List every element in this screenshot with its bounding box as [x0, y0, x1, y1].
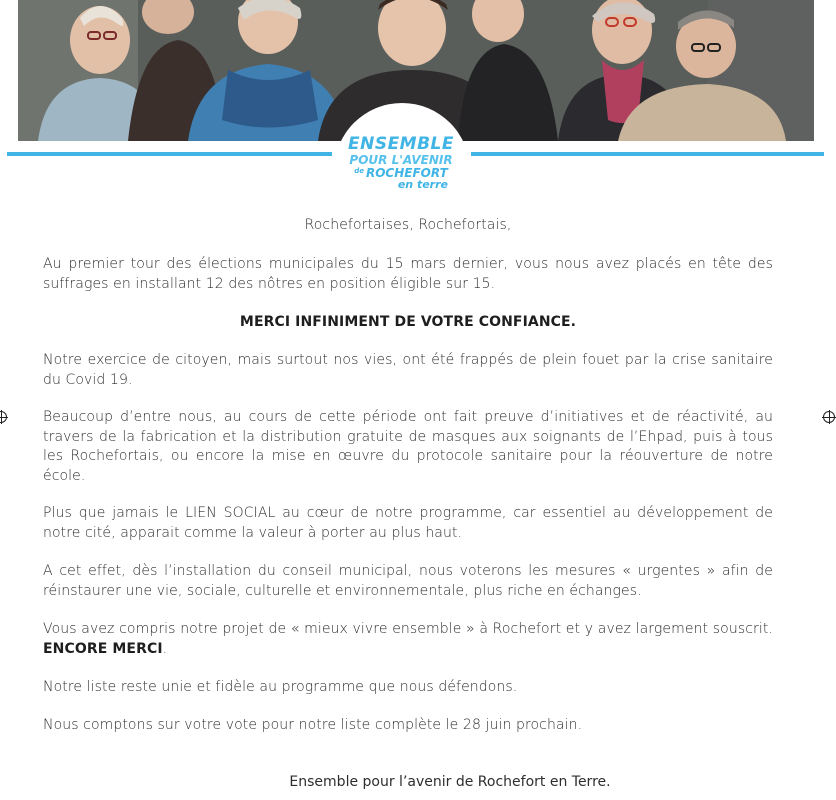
logo-line-2: POUR L'AVENIR	[349, 153, 453, 167]
paragraph-7: Notre liste reste unie et fidèle au programme que nous défendons.	[43, 679, 518, 695]
paragraph-6	[43, 620, 773, 659]
paragraph-8: Nous comptons sur votre vote pour notre liste complète le 28 juin prochain.	[43, 717, 583, 733]
paragraph-1: Au premier tour des élections municipales du 15 mars dernier, vous nous avez placés en tête des suffrages en installant 12 des nôtres en position éligible sur 15.	[43, 256, 773, 292]
campaign-logo	[336, 136, 466, 190]
header-rule-right	[471, 152, 824, 156]
thanks-heading: MERCI INFINIMENT DE VOTRE CONFIANCE.	[239, 314, 577, 330]
logo-line-4: en terre	[397, 178, 448, 191]
logo-line-3-prefix: de	[354, 167, 364, 175]
logo-line-3-text: ROCHEFORT	[365, 166, 448, 180]
registration-mark-right-icon	[823, 411, 835, 423]
paragraph-5: A cet effet, dès l’installation du conseil municipal, nous voterons les mesures « urgentes » afin de réinstaurer une vie, sociale, culturelle et environnementale, plus riche en échanges.	[43, 563, 773, 599]
paragraph-6-end: .	[162, 640, 168, 657]
paragraph-3: Beaucoup d’entre nous, au cours de cette période ont fait preuve d’initiatives et de réactivité, au travers de la fabrication et la distribution gratuite de masques aux soignants de l’Ehpad, puis à tous les Rochefortais, ou encore la mise en œuvre du protocole sanitaire pour la réouverture de notre école.	[43, 409, 773, 484]
registration-mark-left-icon	[0, 411, 7, 423]
salutation: Rochefortaises, Rochefortais,	[304, 217, 512, 233]
logo-line-1: ENSEMBLE	[347, 134, 455, 154]
header-rule-left	[7, 152, 332, 156]
paragraph-4: Plus que jamais le LIEN SOCIAL au cœur de notre programme, car essentiel au développement de notre cité, apparait comme la valeur à porter au plus haut.	[43, 505, 773, 541]
signature: Ensemble pour l’avenir de Rochefort en Terre.	[289, 774, 611, 790]
paragraph-2: Notre exercice de citoyen, mais surtout nos vies, ont été frappés de plein fouet par la crise sanitaire du Covid 19.	[43, 352, 773, 388]
paragraph-6-text: Vous avez compris notre projet de « mieux vivre ensemble » à Rochefort et y avez largement souscrit.	[43, 621, 773, 637]
paragraph-6-emphasis: ENCORE MERCI	[43, 640, 163, 657]
